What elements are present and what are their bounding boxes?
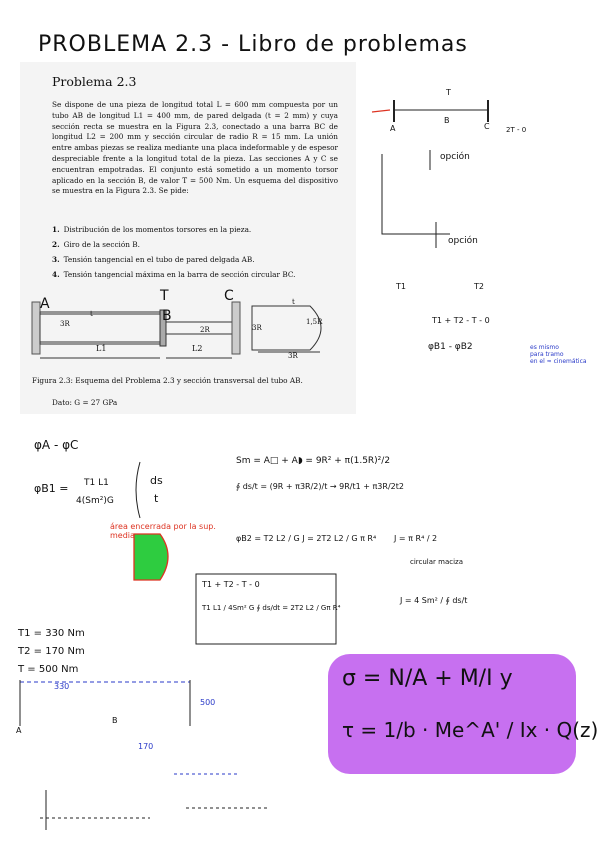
dim-170: 170 (138, 742, 154, 751)
blue-note: es mismo para tramo en el ≈ cinemática (530, 344, 587, 365)
fig-3r: 3R (60, 320, 70, 328)
problem-heading: Problema 2.3 (52, 74, 137, 89)
ds-label: ds (150, 474, 163, 487)
sketch-c: C (484, 122, 490, 131)
diagram-a: A (16, 726, 22, 735)
opcion-1: opción (440, 152, 470, 162)
t1-value: T1 = 330 Nm (18, 628, 85, 639)
red-note: área encerrada por la sup. media (110, 522, 216, 540)
list-item: 4. Tensión tangencial máxima en la barra de sección circular BC. (52, 270, 296, 279)
phi-eq: φB1 - φB2 (428, 342, 473, 352)
j2-eq: J = 4 Sm² / ∮ ds/t (400, 596, 468, 605)
circular-note: circular maciza (410, 558, 464, 566)
dim-500: 500 (200, 698, 216, 707)
formula-tau: τ = 1/b · Me^A' / Ix · Q(z) (342, 718, 599, 742)
sketch-t: T (446, 88, 451, 97)
sketch-a: A (390, 124, 396, 133)
box-eq-1: T1 + T2 - T - 0 (202, 580, 260, 589)
j-eq: J = π R⁴ / 2 (394, 534, 438, 543)
formula-sigma: σ = N/A + M/I y (342, 666, 513, 691)
sec-15r: 1,5R (306, 318, 323, 326)
sec-t: t (292, 298, 295, 306)
phi-b2: φB2 = T2 L2 / G J = 2T2 L2 / G π R⁴ (236, 534, 377, 543)
box-eq-2: T1 L1 / 4Sm² G ∮ ds/dt = 2T2 L2 / Gπ R⁴ (202, 604, 341, 612)
fig-label-c: C (224, 288, 234, 304)
fig-t: t (90, 310, 93, 318)
sketch-eq: 2T - 0 (506, 126, 527, 134)
page-title: PROBLEMA 2.3 - Libro de problemas (38, 32, 468, 57)
frac-den: 4(Sm²)G (76, 496, 114, 506)
eq-sum: T1 + T2 - T - 0 (432, 316, 490, 325)
dim-330: 330 (54, 682, 70, 691)
sec-bottom-3r: 3R (288, 352, 298, 360)
fig-l2: L2 (192, 344, 203, 353)
figure-caption: Figura 2.3: Esquema del Problema 2.3 y sección transversal del tubo AB. (32, 376, 303, 385)
sec-3r: 3R (252, 324, 262, 332)
opcion-2: opción (448, 236, 478, 246)
t-label: t (154, 492, 159, 505)
fig-2r: 2R (200, 326, 210, 334)
phi-a-c: φA - φC (34, 438, 79, 452)
t2-value: T2 = 170 Nm (18, 646, 85, 657)
t1-label: T1 (396, 282, 406, 291)
problem-statement: Se dispone de una pieza de longitud total L = 600 mm compuesta por un tubo AB de longitud L1 = 400 mm, de pared delgada (t = 2 mm) y cuya sección recta se muestra en la Figura 2.3, conectado a una barra BC de longitud L2 = 200 mm y sección circular de radio R = 15 mm. La unión entre ambas piezas se realiza mediante una placa indeformable y de espesor despreciable frente a la longitud total de la pieza. Las secciones A y C se encuentran empotradas. El conjunto está sometido a un momento torsor aplicado en la sección B, de valor T = 500 Nm. Un esquema del dispositivo se muestra en la Figura 2.3. Se pide: (52, 100, 338, 196)
list-item: 1. Distribución de los momentos torsores en la pieza. (52, 225, 252, 234)
fig-l1: L1 (96, 344, 107, 353)
sm-eq: Sm = A□ + A◗ = 9R² + π(1.5R)²/2 (236, 456, 391, 466)
fig-label-b: B (162, 308, 172, 324)
frac-num: T1 L1 (84, 478, 109, 488)
diagram-b: B (112, 716, 118, 725)
int-eq: ∮ ds/t = (9R + π3R/2)/t → 9R/t1 + π3R/2t2 (236, 482, 404, 491)
dato-value: Dato: G = 27 GPa (52, 398, 118, 407)
formula-highlight (328, 654, 599, 774)
phi-b1: φB1 = (34, 482, 69, 495)
list-item: 2. Giro de la sección B. (52, 240, 140, 249)
t-value: T = 500 Nm (18, 664, 79, 675)
fig-label-a: A (40, 296, 50, 312)
list-item: 3. Tensión tangencial en el tubo de pared delgada AB. (52, 255, 255, 264)
fig-label-t: T (160, 288, 169, 304)
t2-label: T2 (474, 282, 484, 291)
sketch-b: B (444, 116, 450, 125)
